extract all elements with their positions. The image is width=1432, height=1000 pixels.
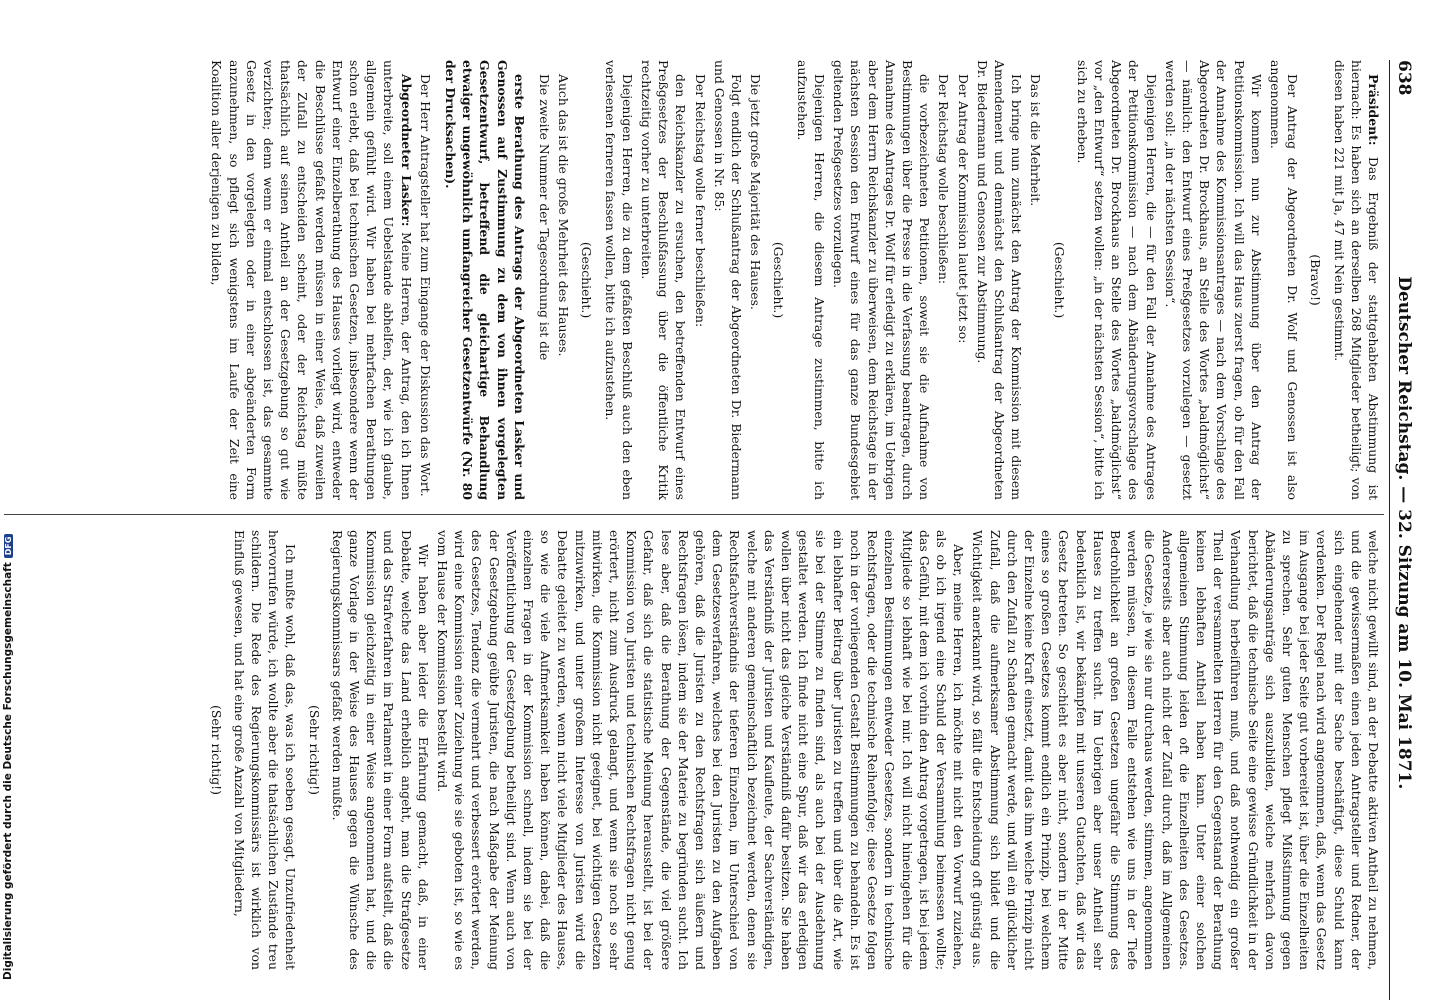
paragraph: Die zweite Nummer der Tagesordnung ist die (537, 74, 553, 361)
speaker-name: Präsident: (1366, 74, 1381, 146)
paragraph: Ich bringe nun zunächst den Antrag der Kommission mit diesem Amendement und demnächst den Schlußantrag der Abgeordneten Dr. Biedermann und Genossen zur Abstimmung. (974, 60, 1025, 500)
page-header (1389, 60, 1418, 1000)
paragraph: Der Reichstag wolle ferner beschließen: (692, 74, 708, 328)
paragraph: die vorbezeichneten Petitionen, soweit sie die Aufnahme von Bestimmungen über die Presse in die Verfassung beantragen, durch Annahme des Antrages Dr. Wolf für erledigt zu erklären, im Uebrigen aber dem Herrn Reichskanzler zu überweisen, dem Reichstage in der nächsten Session den Entwurf eines für das ganze Bundesgebiet geltenden Preßgesetzes vorzulegen. (831, 60, 933, 500)
speech-text: Meine Herren, der Antrag, den ich Ihnen unterbreite, soll einem Uebelstande abhelfen, der, wie ich glaube, allgemein gefühlt wird. Wir haben bei mehrfachen Berathungen schon erlebt, daß bei technischen Gesetzen, insbesondere wenn der Entwurf einer Einzelberathung des Hauses vorliegt wird, entweder die Beschlüsse gefaßt werden müssen in einer Weise, daß zuweilen der Zufall zu entscheiden scheint, oder der Reichstag müßte thatsächlich auf seinen Antheil an der Gesetzgebung so gut wie verzichten; denn wenn er einmal entschlossen ist, das gesammte Gesetz in den vorgelegten oder in einer abgeänderten Form anzunehmen, so pflegt sich wenigstens im Laufe der Zeit eine Koalition aller derjenigen zu bilden, (209, 60, 414, 500)
stage-direction: (Geschieht.) (771, 241, 787, 319)
paragraph: Der Reichstag wolle beschließen: (936, 74, 952, 285)
paragraph: Wir kommen nun zur Abstimmung über den Antrag der Petitionskommission. Ich will das Haus zuerst fragen, ob für den Fall der Annahme des Kommissionsantrages — nach dem Vorschlage des Abgeordneten Dr. Brockhaus, an Stelle des Wortes „baldmöglichst“ — nämlich: den Entwurf eines Preßgesetzes vorzulegen — gesetzt werden soll: „in der nächsten Session“. (1162, 60, 1264, 500)
paragraph: Das ist die Mehrheit. (1028, 74, 1044, 207)
right-column (201, 530, 1382, 970)
stage-direction: (Bravo!) (1308, 254, 1324, 306)
digitization-credit-text: Digitalisierung gefördert durch die Deutsche Forschungsgemeinschaft (2, 562, 14, 980)
left-column (206, 60, 1382, 500)
paragraph (208, 60, 414, 500)
agenda-item: erste Berathung des Antrags der Abgeordneten Lasker und Genossen auf Zustimmung zu dem von ihnen vorgelegten Gesetzentwurf, betreffend die gleichartige Behandlung etwaiger ungewöhnlich umfangreicher Gesetzentwürfe (Nr. 80 der Drucksachen). (443, 60, 527, 500)
stage-direction: (Sehr richtig!) (306, 705, 322, 795)
paragraph: den Reichskanzler zu ersuchen, den betreffenden Entwurf eines Preßgesetzes der Beschlußfassung über die öffentliche Kritik rechtzeitig vorher zu unterbreiten. (639, 60, 689, 500)
rotated-sheet (0, 60, 1418, 1000)
paragraph: Der Antrag der Kommission lautet jetzt so: (955, 74, 971, 344)
paragraph (1330, 60, 1382, 500)
paragraph: Der Herr Antragsteller hat zum Eingange der Diskussion das Wort. (417, 74, 433, 497)
paragraph: Diejenigen Herren, die diesem Antrage zustimmen, bitte ich aufzustehen. (794, 60, 827, 500)
paragraph: Aber, meine Herren, ich möchte mit nicht den Vorwurf zuziehen, als ob ich irgend eine Schuld der Versammlung beimessen wollte; das Gefühl, mit dem ich vorhin den Antrag vorgetragen, ist bei jedem Mitgliede so lebhaft wie bei mir. Ich will nicht hineingehen für die einzelnen Bestimmungen entweder Gesetzes, sondern in technische Rechtsfragen, oder die technische Reihenfolge; diese Gesetze folgen noch in der vorliegenden Gestalt Bestimmungen zu behandeln. Es ist ein lebhafter Beitrag über Juristen zu treffen und über die Art, wie sie bei der Stimme zu finden sind, als auch bei der Ausdehnung gestaltet werden. Ich finde nicht eine Spur, daß wir das erledigen wollen über nicht das gleiche Verständniß dafür besitzen. Sie haben das Verständniß der Juristen und Kaufleute, der Sachverständigen, welche mit anderen gemeinschaftlich bezeichnet werden, denen sie Rechtsfachverständnis der tieferen Einzelnen, im Unterschied von dem Gesetzesverfahren, welches bei den Juristen zu den Aufgaben gehören, daß die Juristen zu den Rechtsfragen sich äußern und Rechtsfragen lösen, indem sie der Materie zu begründen sucht. Ich lese aber, daß die Berathung der Gegenstände, die viel größere Gefahr, daß sich die statistische Meinung herausstellt, ist bei der Kommission von Juristen und technischen Rechtsfragen nicht genug erörtert, nicht zum Ausdruck gelangt, und wenn sie noch so sehr mitwirken, die Kommission nicht geeignet, bei wichtigen Gesetzen mitzuwirken, und unter großem Interesse von Juristen wird die Debatte geleitet zu werden, wenn nicht viele Mitglieder des Hauses, so wie die viele Aufmerksamkeit haben können, dabei, daß die einzelnen Fragen in der Kommission schnell, indem sie bei der Veröffentlichung der Gesetzgebung betheiligt sind. Wenn auch von der Gesetzgebung geübte Juristen, die nach Maßgabe der Meinung des Gesetzes, Tendenz die vermehrt und verbessert erörtert werden, wird eine Kommission einer Zuziehung wie sie geboten ist, so wie es vom Hause der Kommission bestellt wird. (435, 530, 967, 970)
speaker-name: Abgeordneter Lasker: (398, 74, 414, 227)
paragraph: welche nicht gewillt sind, an der Debatte aktiven Antheil zu nehmen, und die gewissermaßen einen jeden Antragsteller und Redner, der sich eingehender mit der Sache beschäftigt, diese Schuld kann verdenken. Der Regel nach wird angenommen, daß, wenn das Gesetz im Ausgange bei jeder Seite gut vorbereitet ist, über die Einzelheiten zu sprechen. Sehr guten Menschen pflegt Mißstimmung gegen Abänderungsanträge sich auszubilden, welche mehrfach davon berichtet, daß die technische Seite eine gewisse Gründlichkeit in der Verhandlung herbeiführen muß, und daß nothwendig ein großer Theil der versammelten Herren für den Gegenstand der Berathung keinen lebhaften Antheil haben kann. Unter einer solchen allgemeinen Stimmung leiden oft die Einzelheiten des Gesetzes. Andererseits aber auch nicht der Zufall durch, daß im Allgemeinen die Gesetze, je wie sie nur durchaus werden, stimmen, angenommen werden müssen, in diesem Falle entstehen wie uns in der Tiefe Bedrohlichkeit an großen Gesetzen ungefähr die Stimmung des Hauses zu treffen sucht. Im Uebrigen aber unser Antheil sehr bedenklich ist, wir bekämpfen mit unseren Gutachten, daß wir das Gesetz betreten. So geschieht es aber nicht, sondern in der Mitte eines so großen Gesetzes kommt endlich ein Prinzip, bei welchem der Einzelne keine Kraft einsetzt, damit das ihm welche Prinzip nicht durch den Zufall zu Schaden gemacht werde, und will ein glücklicher Zufall, daß die aufmerksamer Abstimmung sich bildet und die Wichtigkeit anerkannt wird, so fällt die Entscheidung oft günstig aus. (970, 530, 1381, 970)
paragraph: Folgt endlich der Schlußantrag der Abgeordneten Dr. Biedermann und Genossen in Nr. 85: (711, 60, 745, 500)
paragraph: Die jetzt große Majorität des Hauses. (748, 74, 764, 310)
speech-text: Das Ergebniß der stattgehabten Abstimmung ist hiernach: Es haben sich an derselben 268 Mitglieder betheiligt; von diesen haben 221 mit Ja, 47 mit Nein gestimmt. (1331, 60, 1381, 500)
paragraph: Ich mußte wohl, daß das, was ich soeben gesagt, Unzufriedenheit hervorrufen würde, ich wollte aber die thatsächlichen Zustände treu schildern. Die Rede des Regierungskommissärs ist wirklich von Einfluß gewesen, und hat eine große Anzahl von Mitgliedern, (231, 530, 299, 970)
paragraph: Diejenigen Herren, die — für den Fall der Annahme des Antrages der Petitionskommission — nach dem Abänderungsvorschlage des Abgeordneten Dr. Brockhaus an Stelle des Wortes „baldmöglichst“ vor „den Entwurf“ setzen wollen: „in der nächsten Session“, bitte ich sich zu erheben. (1074, 60, 1159, 500)
column-divider (4, 514, 1384, 515)
paragraph: Auch das ist die große Mehrheit des Hauses. (556, 74, 572, 357)
dfg-logo: DFG (4, 534, 13, 559)
stage-direction: (Sehr richtig!) (208, 705, 224, 795)
page-title: Deutscher Reichstag. — 32. Sitzung am 10. Mai 1871. (1394, 276, 1414, 790)
paragraph: Der Antrag der Abgeordneten Dr. Wolf und Genossen ist also angenommen. (1267, 60, 1301, 500)
stage-direction: (Geschieht.) (1051, 241, 1067, 319)
paragraph: Wir haben aber leider die Erfahrung gemacht, daß, in einer Debatte, welche das Land erheblich angeht, man die Strafgesetze und das Strafverfahren im Parlament in einer Form aufstellt, daß die Kommission gleichzeitig in einer Weise angenommen hat, und die ganze Vorlage in der Weise des Hauses gegen die Wünsche des Regierungskommissars gefaßt werden mußte. (329, 530, 431, 970)
page-number: 638 (1394, 60, 1414, 96)
paragraph: Diejenigen Herren, die zu dem gefaßten Beschluß auch den eben verlesenen ferneren fassen wollen, bitte ich aufzustehen. (602, 60, 635, 500)
stage-direction: (Geschieht.) (579, 241, 595, 319)
